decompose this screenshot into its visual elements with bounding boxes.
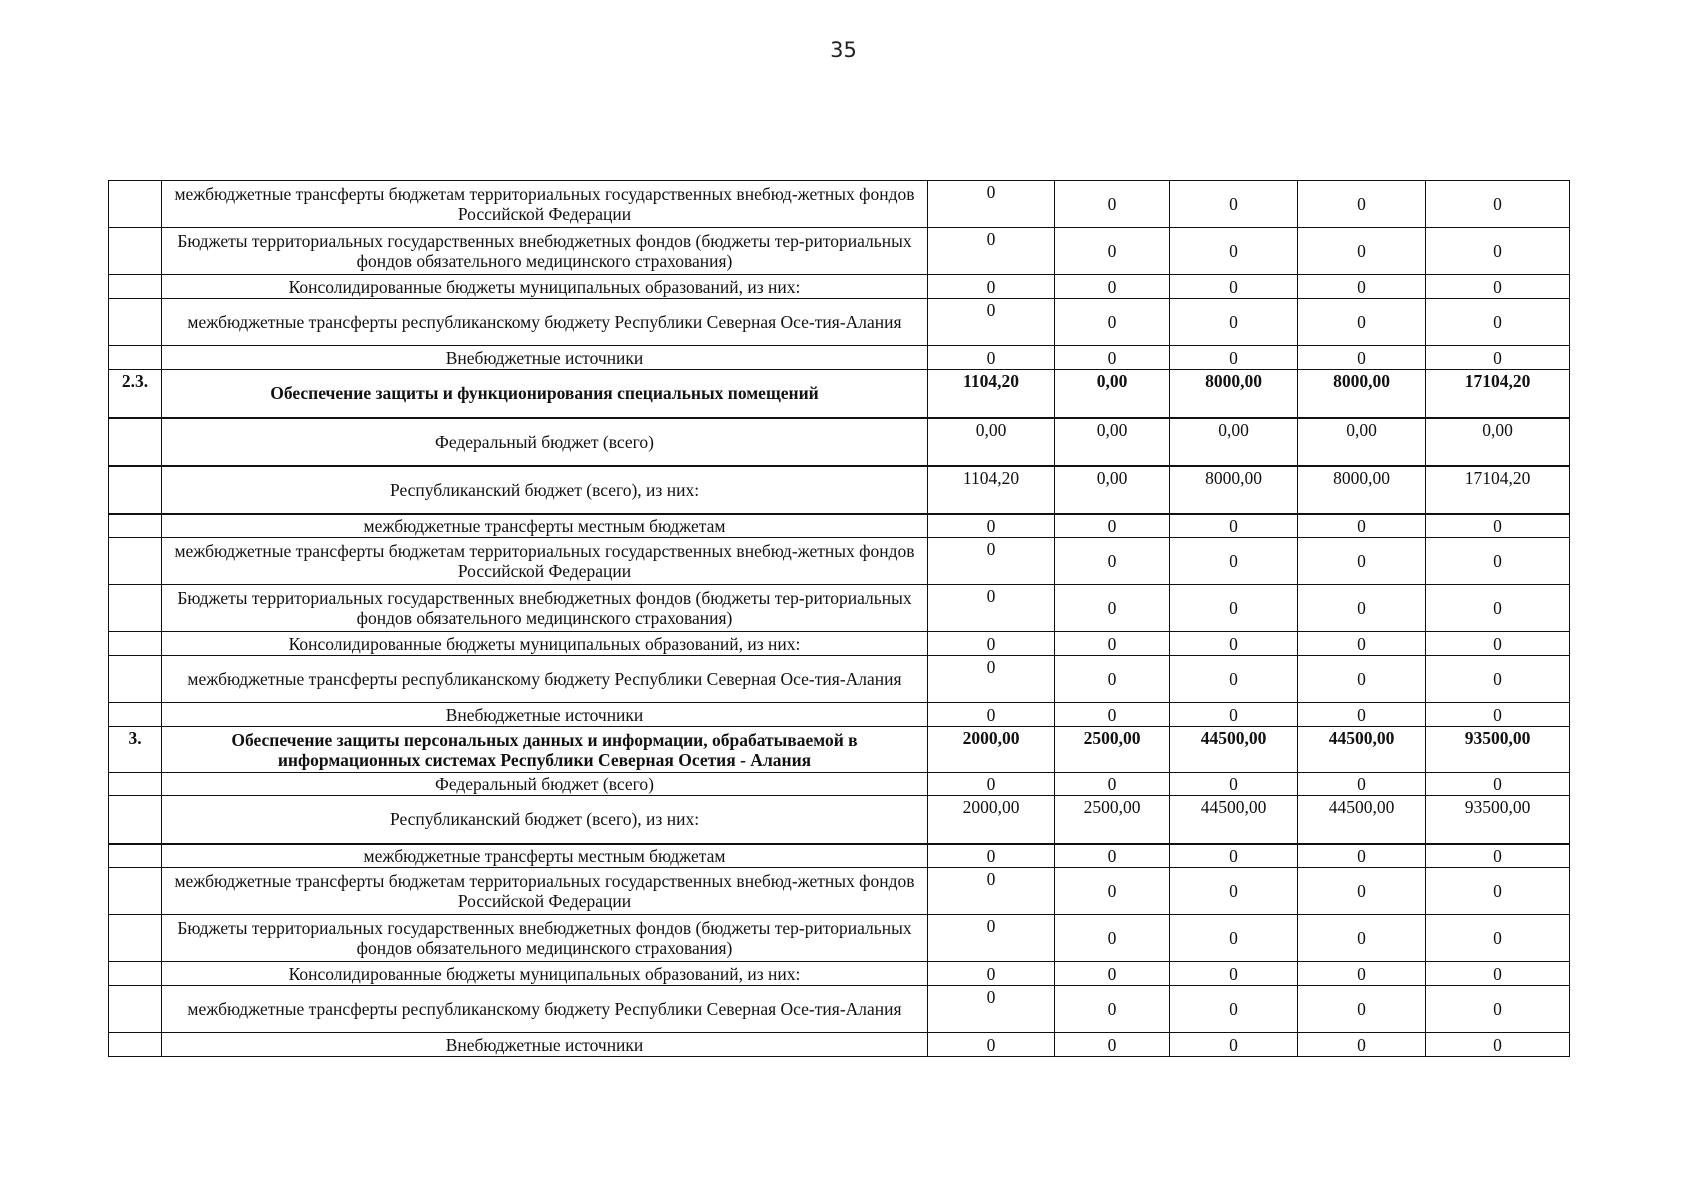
value-cell-3: 44500,00 bbox=[1170, 796, 1298, 844]
value-cell-1: 0 bbox=[928, 299, 1055, 346]
value-cell-1: 0 bbox=[928, 703, 1055, 727]
table-row bbox=[109, 538, 1570, 585]
value-cell-5: 0 bbox=[1426, 228, 1570, 275]
value-cell-4: 0 bbox=[1298, 1033, 1426, 1057]
value-cell-3: 8000,00 bbox=[1170, 466, 1298, 514]
value-cell-2: 0 bbox=[1055, 844, 1170, 868]
table-row bbox=[109, 418, 1570, 466]
value-cell-2: 0 bbox=[1055, 228, 1170, 275]
row-code bbox=[109, 1033, 162, 1057]
value-cell-4: 0 bbox=[1298, 275, 1426, 299]
row-code bbox=[109, 632, 162, 656]
value-cell-4: 8000,00 bbox=[1298, 370, 1426, 418]
value-cell-2: 0 bbox=[1055, 181, 1170, 228]
table-row bbox=[109, 370, 1570, 418]
row-code bbox=[109, 986, 162, 1033]
value-cell-3: 0 bbox=[1170, 346, 1298, 370]
value-cell-3: 0,00 bbox=[1170, 418, 1298, 466]
value-cell-1: 1104,20 bbox=[928, 466, 1055, 514]
value-cell-1: 0 bbox=[928, 868, 1055, 915]
value-cell-1: 0 bbox=[928, 1033, 1055, 1057]
value-cell-3: 0 bbox=[1170, 275, 1298, 299]
table-row bbox=[109, 915, 1570, 962]
value-cell-4: 0 bbox=[1298, 514, 1426, 538]
value-cell-5: 0 bbox=[1426, 181, 1570, 228]
row-code bbox=[109, 181, 162, 228]
table-row bbox=[109, 228, 1570, 275]
value-cell-3: 0 bbox=[1170, 228, 1298, 275]
value-cell-2: 0 bbox=[1055, 275, 1170, 299]
value-cell-4: 0 bbox=[1298, 915, 1426, 962]
value-cell-5: 0 bbox=[1426, 773, 1570, 796]
page-number: 35 bbox=[830, 38, 857, 62]
value-cell-4: 0 bbox=[1298, 986, 1426, 1033]
table-row bbox=[109, 346, 1570, 370]
value-cell-2: 0,00 bbox=[1055, 370, 1170, 418]
value-cell-4: 0 bbox=[1298, 299, 1426, 346]
value-cell-2: 0 bbox=[1055, 773, 1170, 796]
value-cell-5: 0 bbox=[1426, 656, 1570, 703]
value-cell-4: 44500,00 bbox=[1298, 727, 1426, 773]
value-cell-2: 0 bbox=[1055, 1033, 1170, 1057]
row-label: Внебюджетные источники bbox=[162, 703, 928, 727]
value-cell-4: 0 bbox=[1298, 773, 1426, 796]
value-cell-4: 44500,00 bbox=[1298, 796, 1426, 844]
value-cell-3: 44500,00 bbox=[1170, 727, 1298, 773]
row-label: межбюджетные трансферты республиканскому бюджету Республики Северная Осе-тия-Алания bbox=[162, 986, 928, 1033]
row-label: Консолидированные бюджеты муниципальных образований, из них: bbox=[162, 962, 928, 986]
value-cell-4: 0 bbox=[1298, 585, 1426, 632]
value-cell-2: 0 bbox=[1055, 514, 1170, 538]
value-cell-4: 0 bbox=[1298, 868, 1426, 915]
value-cell-4: 0 bbox=[1298, 632, 1426, 656]
value-cell-2: 0 bbox=[1055, 585, 1170, 632]
row-label: Внебюджетные источники bbox=[162, 346, 928, 370]
table-row bbox=[109, 844, 1570, 868]
value-cell-2: 0 bbox=[1055, 868, 1170, 915]
value-cell-4: 0 bbox=[1298, 844, 1426, 868]
value-cell-3: 0 bbox=[1170, 656, 1298, 703]
value-cell-2: 2500,00 bbox=[1055, 796, 1170, 844]
row-code bbox=[109, 346, 162, 370]
budget-table bbox=[108, 180, 1570, 1057]
value-cell-1: 0 bbox=[928, 228, 1055, 275]
row-code bbox=[109, 844, 162, 868]
row-label: Бюджеты территориальных государственных внебюджетных фондов (бюджеты тер-риториальных фондов обязательного медицинского страхования) bbox=[162, 915, 928, 962]
value-cell-4: 0 bbox=[1298, 228, 1426, 275]
value-cell-3: 0 bbox=[1170, 299, 1298, 346]
row-label: межбюджетные трансферты бюджетам территориальных государственных внебюд-жетных фондов Российской Федерации bbox=[162, 181, 928, 228]
table-row bbox=[109, 466, 1570, 514]
value-cell-2: 0 bbox=[1055, 915, 1170, 962]
value-cell-2: 0 bbox=[1055, 703, 1170, 727]
value-cell-1: 0 bbox=[928, 181, 1055, 228]
table-row bbox=[109, 514, 1570, 538]
value-cell-4: 0 bbox=[1298, 181, 1426, 228]
value-cell-5: 0 bbox=[1426, 585, 1570, 632]
value-cell-3: 0 bbox=[1170, 703, 1298, 727]
value-cell-1: 0 bbox=[928, 844, 1055, 868]
table-row bbox=[109, 656, 1570, 703]
value-cell-4: 0 bbox=[1298, 538, 1426, 585]
table-row bbox=[109, 868, 1570, 915]
value-cell-5: 0 bbox=[1426, 275, 1570, 299]
row-label: Обеспечение защиты персональных данных и информации, обрабатываемой в информационных системах Республики Северная Осетия - Алания bbox=[162, 727, 928, 773]
row-code bbox=[109, 962, 162, 986]
value-cell-2: 0 bbox=[1055, 962, 1170, 986]
value-cell-5: 17104,20 bbox=[1426, 466, 1570, 514]
table-row bbox=[109, 773, 1570, 796]
value-cell-3: 0 bbox=[1170, 1033, 1298, 1057]
value-cell-2: 0 bbox=[1055, 299, 1170, 346]
row-code bbox=[109, 299, 162, 346]
table-row bbox=[109, 275, 1570, 299]
value-cell-5: 0 bbox=[1426, 632, 1570, 656]
value-cell-5: 93500,00 bbox=[1426, 796, 1570, 844]
value-cell-5: 0 bbox=[1426, 538, 1570, 585]
row-code bbox=[109, 773, 162, 796]
value-cell-2: 0 bbox=[1055, 986, 1170, 1033]
value-cell-3: 0 bbox=[1170, 915, 1298, 962]
value-cell-1: 0 bbox=[928, 632, 1055, 656]
value-cell-2: 0 bbox=[1055, 632, 1170, 656]
value-cell-1: 0 bbox=[928, 585, 1055, 632]
value-cell-2: 2500,00 bbox=[1055, 727, 1170, 773]
value-cell-1: 1104,20 bbox=[928, 370, 1055, 418]
row-label: Бюджеты территориальных государственных внебюджетных фондов (бюджеты тер-риториальных фондов обязательного медицинского страхования) bbox=[162, 585, 928, 632]
value-cell-5: 0 bbox=[1426, 844, 1570, 868]
value-cell-3: 0 bbox=[1170, 844, 1298, 868]
table-row bbox=[109, 181, 1570, 228]
value-cell-1: 0 bbox=[928, 656, 1055, 703]
row-label: межбюджетные трансферты местным бюджетам bbox=[162, 514, 928, 538]
row-code bbox=[109, 585, 162, 632]
value-cell-4: 0 bbox=[1298, 962, 1426, 986]
row-label: межбюджетные трансферты республиканскому бюджету Республики Северная Осе-тия-Алания bbox=[162, 656, 928, 703]
row-label: межбюджетные трансферты республиканскому бюджету Республики Северная Осе-тия-Алания bbox=[162, 299, 928, 346]
value-cell-1: 0 bbox=[928, 538, 1055, 585]
value-cell-3: 0 bbox=[1170, 181, 1298, 228]
row-code bbox=[109, 275, 162, 299]
row-code bbox=[109, 703, 162, 727]
value-cell-1: 0 bbox=[928, 346, 1055, 370]
row-label: Консолидированные бюджеты муниципальных образований, из них: bbox=[162, 632, 928, 656]
row-label: Внебюджетные источники bbox=[162, 1033, 928, 1057]
value-cell-3: 0 bbox=[1170, 514, 1298, 538]
row-label: Федеральный бюджет (всего) bbox=[162, 773, 928, 796]
value-cell-3: 0 bbox=[1170, 585, 1298, 632]
value-cell-1: 0 bbox=[928, 514, 1055, 538]
value-cell-1: 2000,00 bbox=[928, 727, 1055, 773]
row-code: 3. bbox=[109, 727, 162, 773]
table-row bbox=[109, 703, 1570, 727]
table-row bbox=[109, 986, 1570, 1033]
value-cell-1: 0 bbox=[928, 773, 1055, 796]
table-row bbox=[109, 1033, 1570, 1057]
row-code bbox=[109, 466, 162, 514]
value-cell-5: 0 bbox=[1426, 299, 1570, 346]
value-cell-5: 0 bbox=[1426, 703, 1570, 727]
value-cell-5: 0 bbox=[1426, 868, 1570, 915]
row-code bbox=[109, 538, 162, 585]
row-code bbox=[109, 228, 162, 275]
value-cell-3: 0 bbox=[1170, 868, 1298, 915]
row-code bbox=[109, 915, 162, 962]
value-cell-5: 0,00 bbox=[1426, 418, 1570, 466]
value-cell-5: 0 bbox=[1426, 986, 1570, 1033]
table-row bbox=[109, 962, 1570, 986]
value-cell-2: 0,00 bbox=[1055, 466, 1170, 514]
table-row bbox=[109, 299, 1570, 346]
value-cell-3: 0 bbox=[1170, 962, 1298, 986]
value-cell-1: 0 bbox=[928, 915, 1055, 962]
value-cell-3: 0 bbox=[1170, 632, 1298, 656]
value-cell-1: 0 bbox=[928, 962, 1055, 986]
value-cell-1: 0 bbox=[928, 986, 1055, 1033]
row-label: межбюджетные трансферты бюджетам территориальных государственных внебюд-жетных фондов Российской Федерации bbox=[162, 538, 928, 585]
table-row bbox=[109, 585, 1570, 632]
table-row bbox=[109, 727, 1570, 773]
row-label: Республиканский бюджет (всего), из них: bbox=[162, 466, 928, 514]
value-cell-4: 0 bbox=[1298, 703, 1426, 727]
value-cell-2: 0 bbox=[1055, 656, 1170, 703]
table-row bbox=[109, 796, 1570, 844]
value-cell-4: 8000,00 bbox=[1298, 466, 1426, 514]
row-label: Консолидированные бюджеты муниципальных образований, из них: bbox=[162, 275, 928, 299]
value-cell-2: 0 bbox=[1055, 538, 1170, 585]
value-cell-1: 0 bbox=[928, 275, 1055, 299]
row-label: Бюджеты территориальных государственных внебюджетных фондов (бюджеты тер-риториальных фондов обязательного медицинского страхования) bbox=[162, 228, 928, 275]
row-label: Республиканский бюджет (всего), из них: bbox=[162, 796, 928, 844]
row-label: Обеспечение защиты и функционирования специальных помещений bbox=[162, 370, 928, 418]
value-cell-2: 0 bbox=[1055, 346, 1170, 370]
value-cell-2: 0,00 bbox=[1055, 418, 1170, 466]
value-cell-1: 0,00 bbox=[928, 418, 1055, 466]
value-cell-5: 17104,20 bbox=[1426, 370, 1570, 418]
value-cell-3: 0 bbox=[1170, 773, 1298, 796]
row-label: межбюджетные трансферты бюджетам территориальных государственных внебюд-жетных фондов Российской Федерации bbox=[162, 868, 928, 915]
value-cell-5: 0 bbox=[1426, 915, 1570, 962]
value-cell-4: 0,00 bbox=[1298, 418, 1426, 466]
value-cell-5: 93500,00 bbox=[1426, 727, 1570, 773]
row-code bbox=[109, 514, 162, 538]
row-code bbox=[109, 656, 162, 703]
value-cell-3: 0 bbox=[1170, 538, 1298, 585]
value-cell-4: 0 bbox=[1298, 346, 1426, 370]
row-code: 2.3. bbox=[109, 370, 162, 418]
value-cell-5: 0 bbox=[1426, 962, 1570, 986]
value-cell-4: 0 bbox=[1298, 656, 1426, 703]
row-code bbox=[109, 796, 162, 844]
value-cell-5: 0 bbox=[1426, 346, 1570, 370]
value-cell-5: 0 bbox=[1426, 514, 1570, 538]
row-code bbox=[109, 868, 162, 915]
row-label: межбюджетные трансферты местным бюджетам bbox=[162, 844, 928, 868]
table-row bbox=[109, 632, 1570, 656]
value-cell-1: 2000,00 bbox=[928, 796, 1055, 844]
value-cell-5: 0 bbox=[1426, 1033, 1570, 1057]
row-label: Федеральный бюджет (всего) bbox=[162, 418, 928, 466]
row-code bbox=[109, 418, 162, 466]
value-cell-3: 0 bbox=[1170, 986, 1298, 1033]
value-cell-3: 8000,00 bbox=[1170, 370, 1298, 418]
